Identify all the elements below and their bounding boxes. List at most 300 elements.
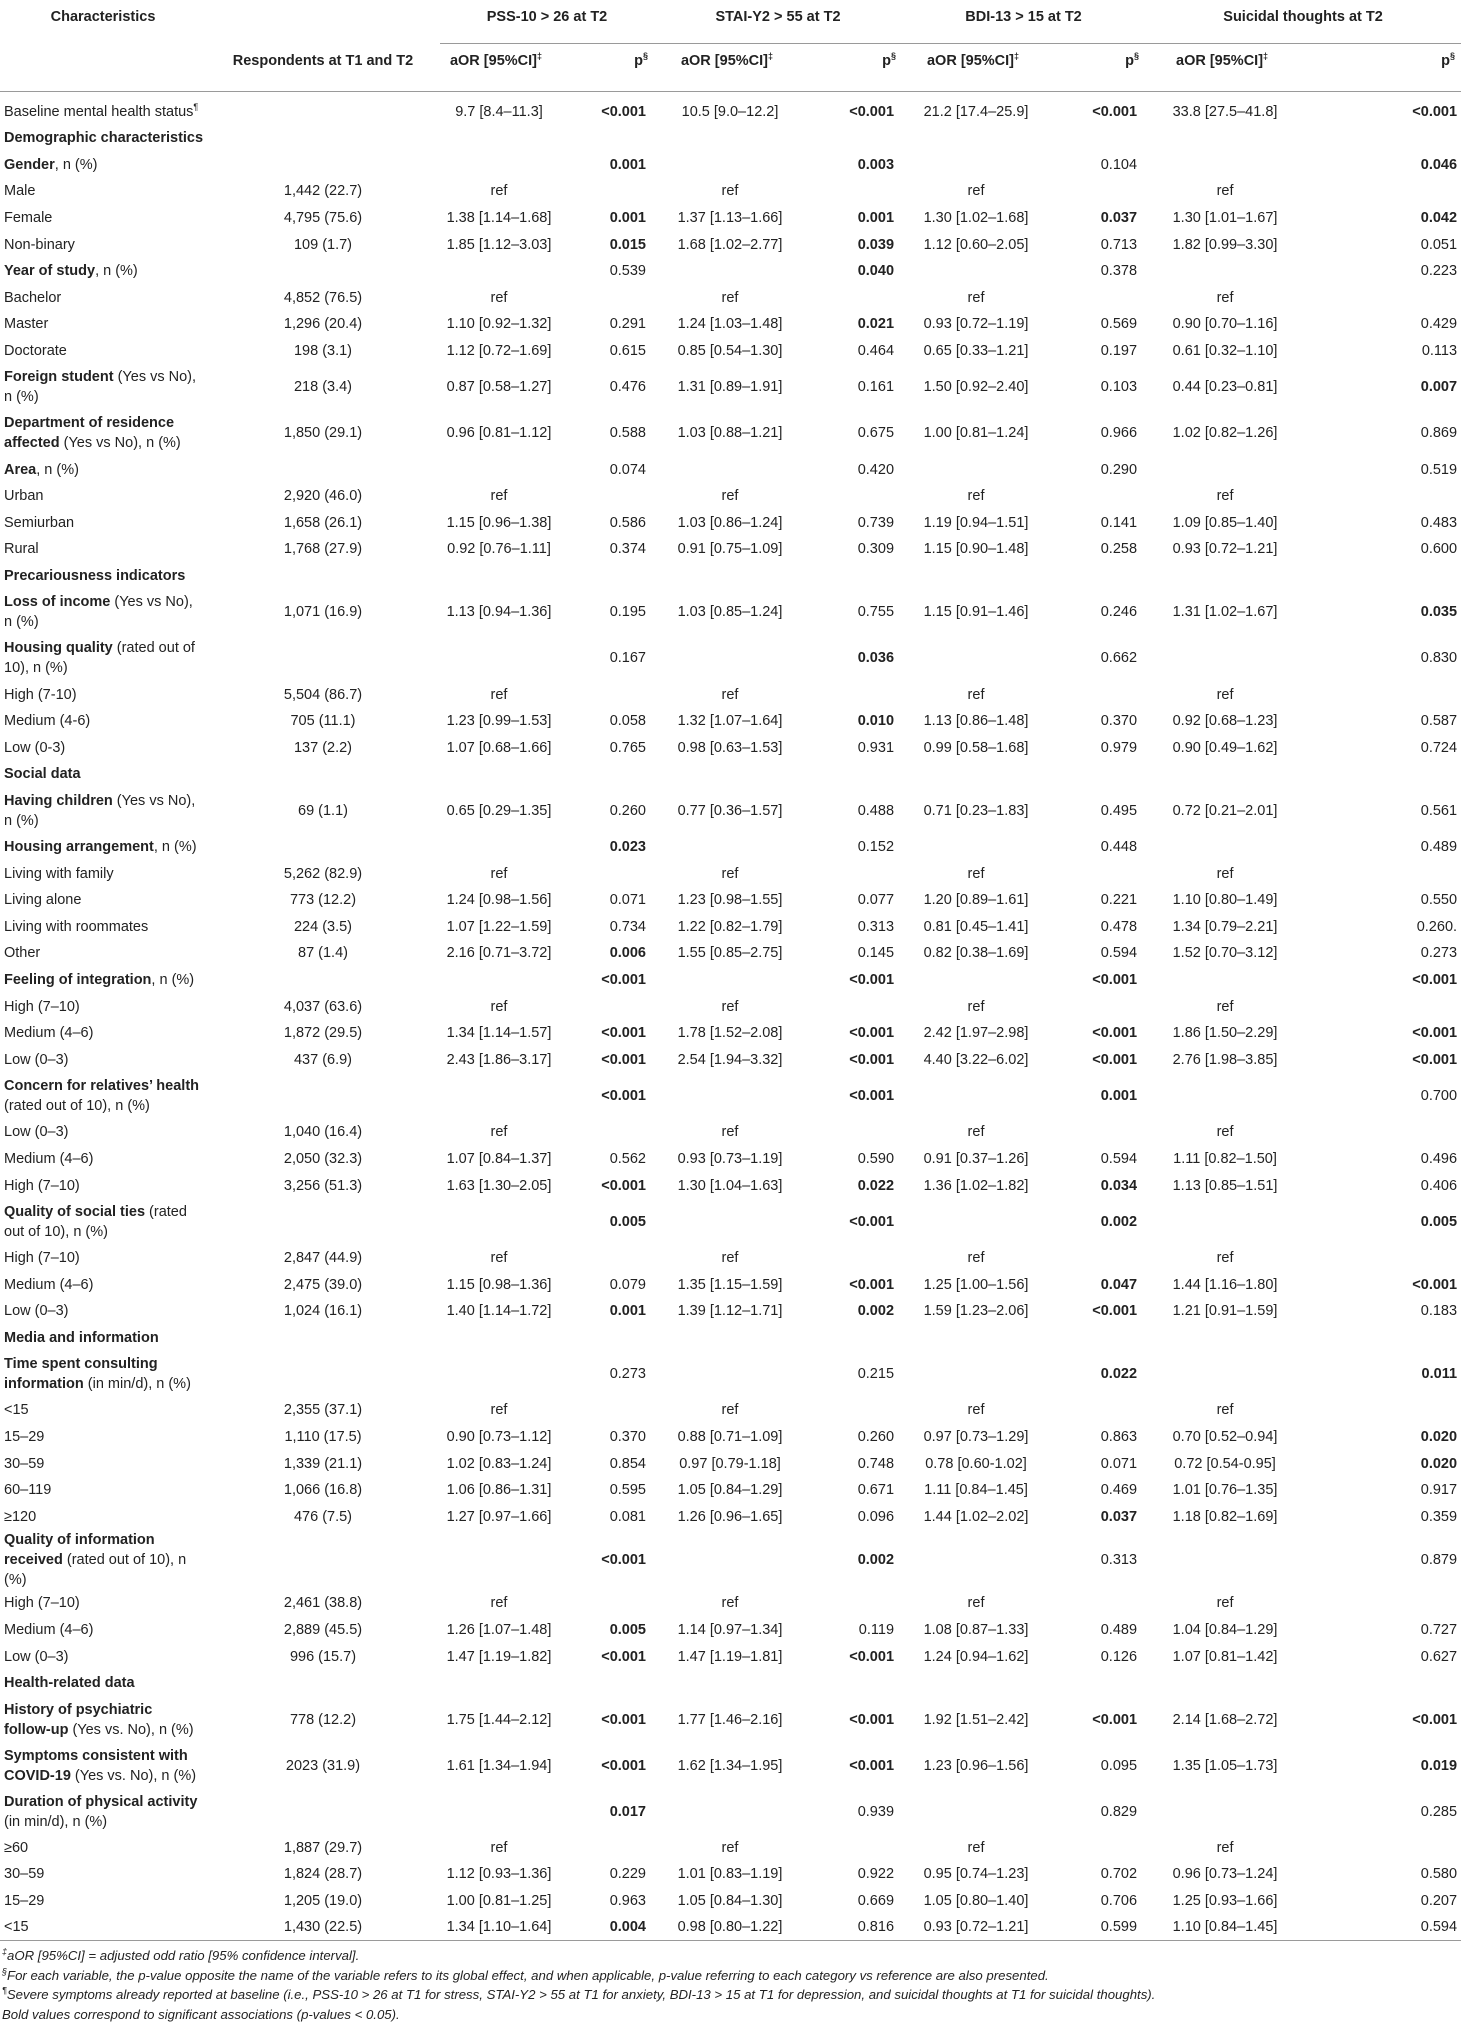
row-label-cell [0, 258, 206, 285]
variable-label: Quality of information [4, 1532, 155, 1549]
variable-label: Female [4, 210, 53, 227]
p-value-cell: <0.001 [849, 1757, 895, 1774]
table-row [0, 1835, 1461, 1862]
aor-cell: ref [967, 183, 985, 200]
row-label-cell [0, 635, 206, 681]
aor-cell: ref [721, 1595, 739, 1612]
aor-cell: 4.40 [3.22–6.02] [923, 1051, 1029, 1068]
aor-cell [902, 456, 1050, 483]
p-value-cell [1305, 285, 1461, 312]
aor-cell [440, 1325, 558, 1352]
aor-cell: 1.07 [0.81–1.42] [1172, 1648, 1278, 1665]
respondents-cell: 476 (7.5) [293, 1508, 353, 1525]
variable-label-detail: (rated out of 10), n (%) [4, 1098, 150, 1115]
aor-cell: ref [490, 488, 508, 505]
p-value-cell: <0.001 [1092, 1303, 1138, 1320]
aor-cell: 1.39 [1.12–1.71] [677, 1303, 783, 1320]
variable-label: Duration of physical activity [4, 1793, 198, 1810]
p-value-cell: 0.854 [609, 1455, 646, 1472]
row-label-cell [0, 1199, 206, 1245]
aor-cell: 1.00 [0.81–1.25] [446, 1893, 552, 1910]
variable-label-detail: (Yes vs. No), n (%) [68, 1721, 194, 1738]
aor-cell: ref [490, 1124, 508, 1141]
table-row [0, 967, 1461, 994]
row-label-cell [0, 993, 206, 1020]
aor-cell: 1.26 [0.96–1.65] [677, 1508, 783, 1525]
row-label-cell [0, 913, 206, 940]
aor-cell: 1.15 [0.98–1.36] [446, 1276, 552, 1293]
aor-cell: 1.44 [1.02–2.02] [923, 1508, 1029, 1525]
aor-cell: ref [1216, 1839, 1234, 1856]
p-value-cell: 0.007 [1420, 379, 1458, 396]
row-label-cell [0, 338, 206, 365]
p-value-cell: 0.917 [1420, 1482, 1458, 1499]
aor-cell: 1.38 [1.14–1.68] [446, 210, 552, 227]
aor-cell: 1.13 [0.86–1.48] [923, 713, 1029, 730]
p-value-cell: 0.022 [857, 1177, 895, 1194]
p-value-cell [1050, 761, 1145, 788]
p-value-cell: <0.001 [849, 1051, 895, 1068]
variable-label: Low (0–3) [4, 1303, 69, 1320]
p-value-cell: 0.569 [1100, 316, 1138, 333]
p-value-cell: 0.863 [1100, 1429, 1138, 1446]
p-value-cell: 0.273 [1420, 945, 1458, 962]
table-row [0, 364, 1461, 410]
p-heading [806, 44, 902, 92]
p-value-cell: <0.001 [1092, 971, 1138, 988]
p-value-cell: 0.071 [609, 892, 646, 909]
p-value-cell: 0.002 [857, 1552, 895, 1569]
aor-heading [654, 44, 806, 92]
aor-cell: 0.98 [0.63–1.53] [677, 739, 783, 756]
aor-cell: 0.95 [0.74–1.23] [923, 1866, 1029, 1883]
aor-cell: ref [721, 1124, 739, 1141]
aor-cell: 1.01 [0.83–1.19] [677, 1866, 783, 1883]
p-value-cell [806, 681, 902, 708]
p-value-cell: 0.005 [609, 1622, 646, 1639]
table-row [0, 1245, 1461, 1272]
aor-cell [654, 563, 806, 590]
p-value-cell [806, 125, 902, 152]
section-heading: Health-related data [4, 1675, 135, 1692]
aor-cell: 1.40 [1.14–1.72] [446, 1303, 552, 1320]
variable-label-detail: n (%) [4, 812, 39, 829]
p-value-cell [1050, 285, 1145, 312]
aor-cell: 1.59 [1.23–2.06] [923, 1303, 1029, 1320]
table-row [0, 1617, 1461, 1644]
aor-cell: ref [1216, 865, 1234, 882]
p-value-cell: 0.313 [1100, 1552, 1138, 1569]
p-value-cell: 0.675 [857, 425, 895, 442]
aor-heading [440, 44, 558, 92]
aor-cell: 0.90 [0.70–1.16] [1172, 316, 1278, 333]
p-value-cell: 0.469 [1100, 1482, 1138, 1499]
table-row [0, 178, 1461, 205]
p-heading [1050, 44, 1145, 92]
p-value-cell: 0.464 [857, 343, 895, 360]
aor-cell: ref [721, 183, 739, 200]
respondents-cell: 1,296 (20.4) [283, 316, 363, 333]
p-value-cell: 0.519 [1420, 461, 1458, 478]
respondents-cell [206, 563, 440, 590]
aor-cell: 2.14 [1.68–2.72] [1172, 1711, 1278, 1728]
p-value-cell: <0.001 [601, 1552, 646, 1569]
p-value-cell: 0.037 [1100, 1508, 1138, 1525]
aor-cell: ref [967, 865, 985, 882]
p-value-cell [558, 1325, 654, 1352]
p-value-cell: 0.022 [1100, 1366, 1138, 1383]
respondents-cell: 1,658 (26.1) [283, 514, 363, 531]
p-value-cell [1050, 483, 1145, 510]
aor-cell: 1.85 [1.12–3.03] [446, 236, 552, 253]
aor-cell: 2.16 [0.71–3.72] [446, 945, 552, 962]
variable-label: Low (0–3) [4, 1051, 69, 1068]
aor-cell: 1.25 [0.93–1.66] [1172, 1893, 1278, 1910]
respondents-cell [206, 1789, 440, 1835]
variable-label: Low (0-3) [4, 739, 66, 756]
section-row [0, 125, 1461, 152]
respondents-cell: 437 (6.9) [293, 1051, 353, 1068]
section-row [0, 1670, 1461, 1697]
p-value-cell: 0.669 [857, 1893, 895, 1910]
variable-label-detail: 10), n (%) [4, 660, 68, 677]
respondents-cell: 2,889 (45.5) [283, 1622, 363, 1639]
aor-cell [1145, 967, 1305, 994]
aor-cell: 1.30 [1.01–1.67] [1172, 210, 1278, 227]
footnote-text: Severe symptoms already reported at baseline (i.e., PSS-10 > 26 at T1 for stress, STAI-Y2 > 55 at T1 for anxiety, BDI-13 > 15 at T1 for depression, and suicidal thoughts at T1 for suicidal thoughts). [6, 1987, 1156, 2003]
aor-cell: 0.72 [0.54-0.95] [1174, 1455, 1276, 1472]
aor-cell: 1.31 [0.89–1.91] [677, 379, 783, 396]
aor-cell: 0.96 [0.73–1.24] [1172, 1866, 1278, 1883]
table-row [0, 410, 1461, 456]
p-value-cell [558, 993, 654, 1020]
row-label-cell [0, 125, 206, 152]
variable-label: High (7-10) [4, 686, 77, 703]
p-value-cell: 0.006 [609, 945, 646, 962]
p-value-cell [1305, 1590, 1461, 1617]
p-value-cell: 0.207 [1420, 1893, 1458, 1910]
variable-label: Urban [4, 488, 44, 505]
p-value-cell: 0.290 [1100, 461, 1138, 478]
row-label-cell [0, 510, 206, 537]
p-value-cell: 0.939 [857, 1803, 895, 1820]
p-value-cell: 0.378 [1100, 263, 1138, 280]
p-value-cell [558, 1119, 654, 1146]
aor-cell: 1.08 [0.87–1.33] [923, 1622, 1029, 1639]
p-value-cell: 0.258 [1100, 541, 1138, 558]
aor-cell: 1.86 [1.50–2.29] [1172, 1025, 1278, 1042]
aor-cell: 2.76 [1.98–3.85] [1172, 1051, 1278, 1068]
p-value-cell [558, 178, 654, 205]
p-value-cell: 0.011 [1421, 1366, 1458, 1383]
aor-cell: ref [490, 998, 508, 1015]
respondents-cell: 137 (2.2) [293, 739, 353, 756]
variable-label: Medium (4–6) [4, 1025, 94, 1042]
p-value-cell [806, 285, 902, 312]
aor-cell [1145, 1073, 1305, 1119]
footnote-line [2, 2005, 1452, 2025]
aor-cell: 1.21 [0.91–1.59] [1172, 1303, 1278, 1320]
aor-cell: 0.90 [0.73–1.12] [446, 1429, 552, 1446]
variable-label: Loss of income [4, 594, 111, 611]
p-value-cell [806, 178, 902, 205]
aor-cell: 1.09 [0.85–1.40] [1172, 514, 1278, 531]
aor-cell: 0.71 [0.23–1.83] [923, 802, 1029, 819]
p-value-cell [558, 1835, 654, 1862]
variable-label-continued: follow-up [4, 1721, 69, 1738]
p-value-cell: <0.001 [601, 1648, 646, 1665]
table-row [0, 456, 1461, 483]
aor-cell: ref [967, 1124, 985, 1141]
p-value-cell: 0.359 [1420, 1508, 1458, 1525]
p-value-cell [806, 1397, 902, 1424]
aor-cell [902, 834, 1050, 861]
p-value-cell: 0.260 [609, 802, 646, 819]
aor-cell: 1.05 [0.84–1.30] [677, 1893, 783, 1910]
aor-cell: 1.19 [0.94–1.51] [923, 514, 1029, 531]
p-value-cell: 0.005 [1420, 1213, 1458, 1230]
row-label-cell [0, 1670, 206, 1697]
p-value-cell [558, 483, 654, 510]
p-value-cell: 0.001 [1100, 1088, 1138, 1105]
respondents-cell: 1,768 (27.9) [283, 541, 363, 558]
p-value-cell: 0.040 [857, 263, 895, 280]
aor-cell [902, 635, 1050, 681]
aor-cell [1145, 1789, 1305, 1835]
aor-cell [1145, 834, 1305, 861]
p-value-cell: 0.671 [857, 1482, 895, 1499]
table-row [0, 1119, 1461, 1146]
aor-cell: ref [967, 289, 985, 306]
p-value-cell [1050, 1119, 1145, 1146]
aor-cell [440, 1199, 558, 1245]
aor-cell: 0.97 [0.73–1.29] [923, 1429, 1029, 1446]
p-value-cell [1050, 1835, 1145, 1862]
row-label-cell [0, 1146, 206, 1173]
p-value-cell: 0.963 [609, 1893, 646, 1910]
aor-cell: 1.50 [0.92–2.40] [923, 379, 1029, 396]
aor-cell: 9.7 [8.4–11.3] [455, 104, 543, 120]
aor-cell: 1.10 [0.80–1.49] [1172, 892, 1278, 909]
row-label-cell [0, 967, 206, 994]
aor-cell [654, 152, 806, 179]
row-label-cell [0, 1835, 206, 1862]
variable-label: Low (0–3) [4, 1648, 69, 1665]
variable-label: 15–29 [4, 1429, 45, 1446]
p-value-cell: 0.047 [1100, 1276, 1138, 1293]
respondents-cell: 2,847 (44.9) [283, 1250, 363, 1267]
aor-cell [440, 152, 558, 179]
aor-cell: ref [1216, 488, 1234, 505]
p-value-cell: 0.035 [1420, 604, 1458, 621]
p-value-cell: 0.495 [1100, 802, 1138, 819]
aor-cell: ref [1216, 686, 1234, 703]
aor-cell: 1.77 [1.46–2.16] [677, 1711, 783, 1728]
row-label-cell [0, 1643, 206, 1670]
p-value-cell [1050, 125, 1145, 152]
aor-cell: 0.93 [0.73–1.19] [677, 1150, 783, 1167]
variable-label: ≥120 [4, 1508, 37, 1525]
table-row [0, 1020, 1461, 1047]
aor-cell: ref [1216, 183, 1234, 200]
aor-cell: 0.65 [0.29–1.35] [446, 802, 552, 819]
aor-cell: 0.92 [0.76–1.11] [447, 541, 551, 558]
p-value-cell: 0.562 [609, 1150, 646, 1167]
variable-label: Doctorate [4, 343, 67, 360]
characteristics-heading: Characteristics [50, 9, 156, 25]
p-value-cell [1305, 993, 1461, 1020]
p-value-cell: 0.830 [1420, 650, 1458, 667]
aor-cell [654, 1530, 806, 1590]
respondents-cell [206, 258, 440, 285]
aor-cell: 0.82 [0.38–1.69] [923, 945, 1029, 962]
aor-cell: ref [967, 488, 985, 505]
footnote-line [2, 1946, 1452, 1966]
aor-cell: 1.05 [0.84–1.29] [677, 1482, 783, 1499]
table-row [0, 1046, 1461, 1073]
variable-label-suffix: (rated [145, 1203, 187, 1220]
p-value-cell: 0.036 [857, 650, 895, 667]
table-row [0, 681, 1461, 708]
p-value-cell [806, 483, 902, 510]
row-label-cell [0, 1477, 206, 1504]
table-row [0, 510, 1461, 537]
row-label-cell [0, 483, 206, 510]
aor-cell: 1.03 [0.86–1.24] [677, 514, 783, 531]
table-row [0, 1199, 1461, 1245]
row-label-cell [0, 1424, 206, 1451]
variable-label-detail: (rated out of 10), n (%) [4, 1552, 187, 1589]
aor-cell [654, 456, 806, 483]
row-label-cell [0, 231, 206, 258]
p-value-cell [806, 1119, 902, 1146]
p-value-cell: 0.550 [1420, 892, 1458, 909]
table-row [0, 1424, 1461, 1451]
aor-cell: 1.12 [0.60–2.05] [923, 236, 1029, 253]
aor-cell: 1.30 [1.04–1.63] [677, 1177, 783, 1194]
p-value-cell [558, 681, 654, 708]
aor-cell [902, 1199, 1050, 1245]
variable-label: Time spent consulting [4, 1356, 158, 1373]
variable-label-detail: n (%) [4, 614, 39, 631]
aor-cell [1145, 1199, 1305, 1245]
aor-cell [440, 1073, 558, 1119]
aor-cell [902, 1789, 1050, 1835]
p-value-cell: 0.010 [857, 713, 895, 730]
respondents-cell: 2,475 (39.0) [283, 1276, 363, 1293]
p-value-cell [1305, 1325, 1461, 1352]
p-value-cell: 0.429 [1420, 316, 1458, 333]
p-value-cell [558, 285, 654, 312]
aor-cell: 1.20 [0.89–1.61] [923, 892, 1029, 909]
table-row [0, 708, 1461, 735]
p-value-cell: 0.594 [1305, 1914, 1461, 1941]
aor-cell: ref [1216, 998, 1234, 1015]
row-label-cell [0, 1789, 206, 1835]
table-row [0, 152, 1461, 179]
variable-label: Department of residence [4, 415, 175, 432]
variable-label: Medium (4–6) [4, 1276, 94, 1293]
respondents-cell [206, 1073, 440, 1119]
section-row [0, 761, 1461, 788]
row-label-cell [0, 1450, 206, 1477]
variable-label: Foreign student [4, 369, 114, 386]
footnote-symbol: ¶ [2, 1985, 7, 1996]
variable-label: Area [4, 461, 37, 478]
p-heading-label: p [1441, 53, 1451, 69]
variable-label: Other [4, 945, 41, 962]
aor-cell: 0.85 [0.54–1.30] [677, 343, 783, 360]
p-value-cell: 0.313 [857, 918, 895, 935]
row-label-cell [0, 735, 206, 762]
p-value-cell: 0.229 [609, 1866, 646, 1883]
aor-cell [902, 152, 1050, 179]
p-value-cell: 0.223 [1420, 263, 1458, 280]
p-value-cell [1050, 681, 1145, 708]
p-value-cell: <0.001 [1092, 1051, 1138, 1068]
row-label-cell [0, 1046, 206, 1073]
p-value-cell: 0.291 [609, 316, 646, 333]
aor-cell: 1.13 [0.85–1.51] [1172, 1177, 1278, 1194]
aor-cell: ref [721, 865, 739, 882]
p-value-cell: <0.001 [1412, 1025, 1458, 1042]
table-row [0, 788, 1461, 834]
variable-label-detail: (in min/d), n (%) [4, 1813, 108, 1830]
aor-cell: 1.55 [0.85–2.75] [677, 945, 783, 962]
p-footnote-mark: § [642, 51, 648, 62]
aor-cell: 0.78 [0.60-1.02] [925, 1455, 1027, 1472]
aor-cell: 1.00 [0.81–1.24] [923, 425, 1029, 442]
variable-label-suffix: , n (%) [153, 838, 197, 855]
aor-cell: ref [967, 1839, 985, 1856]
variable-label-suffix: , n (%) [36, 461, 79, 478]
row-label-cell [0, 285, 206, 312]
p-value-cell: 0.001 [609, 156, 646, 173]
p-value-cell: <0.001 [1412, 971, 1458, 988]
aor-heading-label: aOR [95%CI] [1176, 53, 1264, 69]
aor-footnote-mark: ‡ [768, 51, 774, 62]
p-value-cell [1050, 563, 1145, 590]
variable-label-continued: information [4, 1376, 84, 1393]
p-value-cell: 0.979 [1100, 739, 1138, 756]
aor-cell: 1.05 [0.80–1.40] [923, 1893, 1029, 1910]
table-row [0, 1298, 1461, 1325]
p-value-cell: 0.702 [1100, 1866, 1138, 1883]
variable-label-continued: received [4, 1552, 63, 1569]
aor-cell: ref [490, 183, 508, 200]
p-value-cell: 0.001 [857, 210, 895, 227]
respondents-cell [206, 967, 440, 994]
p-value-cell [1305, 178, 1461, 205]
p-value-cell: 0.126 [1100, 1648, 1138, 1665]
p-value-cell: 0.197 [1100, 343, 1138, 360]
respondents-cell: 109 (1.7) [293, 236, 353, 253]
p-value-cell: 0.095 [1100, 1757, 1138, 1774]
aor-cell: 1.63 [1.30–2.05] [446, 1177, 552, 1194]
aor-footnote-mark: ‡ [1014, 51, 1020, 62]
p-value-cell: <0.001 [601, 1711, 646, 1728]
variable-label: Low (0–3) [4, 1124, 69, 1141]
aor-cell: 0.81 [0.45–1.41] [923, 918, 1029, 935]
row-label-cell [0, 1530, 206, 1590]
p-value-cell: 0.748 [857, 1455, 895, 1472]
aor-heading [1145, 44, 1305, 92]
p-value-cell: <0.001 [601, 104, 646, 120]
p-value-cell [1050, 1590, 1145, 1617]
aor-cell: 1.02 [0.82–1.26] [1172, 425, 1278, 442]
row-label-cell [0, 860, 206, 887]
aor-cell [902, 1325, 1050, 1352]
